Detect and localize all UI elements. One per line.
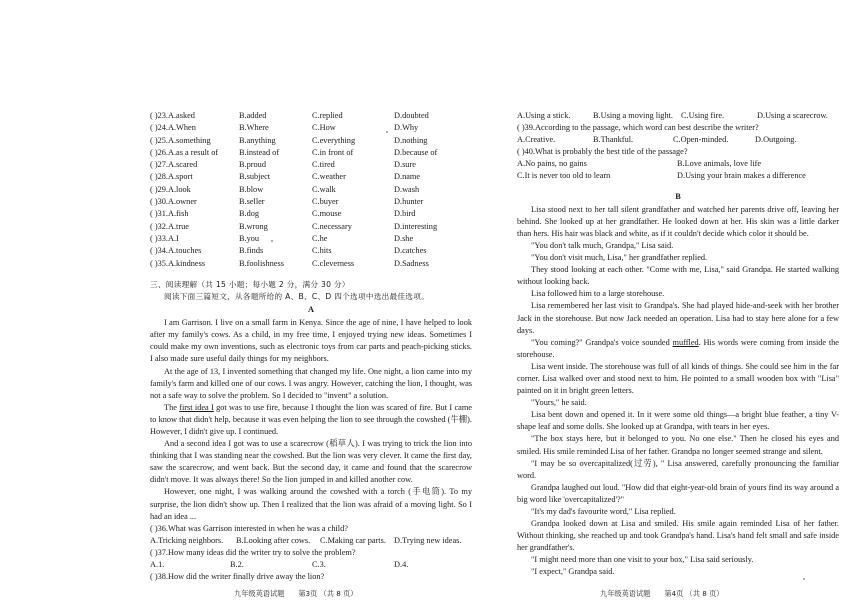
paragraph: "It's my dad's favourite word," Lisa replied. xyxy=(531,507,676,516)
option-row: ( )29.A.look B.blow C.walk D.wash xyxy=(150,184,420,194)
question-40-options-2: C.It is never too old to learn D.Using your brain makes a difference xyxy=(517,171,806,181)
underlined-phrase: first idea I xyxy=(179,402,214,412)
option-row: ( )34.A.touches B.finds C.hits D.catches xyxy=(150,246,427,256)
section-heading: 三、阅读理解（共 15 小题；每小题 2 分，满分 30 分） xyxy=(150,279,350,289)
cloze-options xyxy=(150,110,472,270)
footer-left: 九年级英语试题 第3页 （共 8 页） xyxy=(234,589,358,598)
question-37-options: A.1. B.2. C.3. D.4. xyxy=(150,560,409,570)
scan-speck xyxy=(271,240,273,242)
paragraph: However, one night, I was walking around the cowshed with a torch (手电筒). To my surprise, the lion didn't show up. Then I realized that the lion was afraid of a moving light. So I had an idea ... xyxy=(150,487,472,521)
paragraph: "I expect," Grandpa said. xyxy=(531,567,615,577)
paragraph: Lisa bent down and opened it. In it were some old things—a bright blue feather, a tiny V-shape leaf and some dolls. She looked up at Grandpa, with tears in her eyes. xyxy=(517,410,839,432)
right-column xyxy=(517,110,839,579)
section-instruction: 阅读下面三篇短文，从各题所给的 A、B、C、D 四个选项中选出最佳选项。 xyxy=(164,291,429,301)
paragraph: I am Garrison. I live on a small farm in Kenya. Since the age of nine, I have helped to look after my family's cows. As a child, in my free time, I enjoyed trying new ideas. Sometimes I could make my own inventions, such as electronic toys from car parts and peach-picking sticks. I also made sure useful daily things for my neighbors. xyxy=(150,318,472,364)
option-row: ( )27.A.scared B.proud C.tired D.sure xyxy=(150,160,416,170)
paragraph: "Yours," he said. xyxy=(531,398,587,408)
question-39-options: A.Creative. B.Thankful. C.Open-minded. D.Outgoing. xyxy=(517,135,797,145)
passage-b-label: B xyxy=(675,191,681,201)
option-row: ( )24.A.When B.Where C.How D.Why xyxy=(150,123,419,133)
paragraph: "You don't visit much, Lisa," her grandfather replied. xyxy=(531,253,708,263)
scan-speck xyxy=(386,131,388,133)
question-38: ( )38.How did the writer finally drive away the lion? xyxy=(150,572,325,582)
paragraph: Grandpa laughed out loud. "How did that eight-year-old brain of yours find its way around a big word like 'overcapitalized'?" xyxy=(517,482,839,504)
question-39: ( )39.According to the passage, which word can best describe the writer? xyxy=(517,123,759,133)
footer-right: 九年级英语试题 第4页 （共 8 页） xyxy=(600,589,724,598)
paragraph: "I may be so overcapitalized(过劳), " Lisa answered, carefully pronouncing the familiar word. xyxy=(517,458,839,480)
paragraph: "The box stays here, but it belonged to you. No one else." Then he closed his eyes and smiled. His smile reminded Lisa of her father. Grandpa no longer seemed strange and silent. xyxy=(517,434,839,456)
paragraph: And a second idea I got was to use a scarecrow (稻草人). I was trying to trick the lion into thinking that I was standing near the cowshed. But the lion was very clever. It came the first day, saw the scarecrow, and went back. But the second day, it came and found that the scarecrow didn't move. It was always there! So the lion jumped in and killed another cow. xyxy=(150,439,472,485)
paragraph: Lisa went inside. The storehouse was full of all kinds of things. She could see him in the far corner. Lisa walked over and stood next to him. He pointed to a small wooden box with "Lisa" painted on it in bright green letters. xyxy=(517,361,839,396)
paragraph: Lisa stood next to her tall silent grandfather and watched her parents drive off, leaving her behind. She looked up at her grandfather. He looked down at her. His skin was a little darker than hers. His hair was black and white, as if it couldn't decide which color it should be. xyxy=(517,204,839,238)
paragraph: Grandpa looked down at Lisa and smiled. His smile again reminded Lisa of her father. Without thinking, she reached up and took Grandpa's hand. Lisa's hand felt small and safe inside her grandfather's. xyxy=(517,519,839,553)
paragraph: They stood looking at each other. "Come with me, Lisa," said Grandpa. He started walking without looking back. xyxy=(517,265,839,287)
paragraph: "You don't talk much, Grandpa," Lisa said. xyxy=(531,240,674,250)
option-row: ( )32.A.true B.wrong C.necessary D.interesting xyxy=(150,221,438,231)
question-37: ( )37.How many ideas did the writer try to solve the problem? xyxy=(150,547,356,557)
option-row: ( )25.A.something B.anything C.everything D.nothing xyxy=(150,135,428,145)
question-40: ( )40.What is probably the best title of the passage? xyxy=(517,147,688,157)
question-36-options: A.Tricking neighbors. B.Looking after cows. C.Making car parts. D.Trying new ideas. xyxy=(150,535,462,545)
passage-a-label: A xyxy=(308,305,314,315)
paragraph: "You coming?" Grandpa's voice sounded muffled. His words were coming from inside the storehouse. xyxy=(517,337,839,359)
option-row: ( )31.A.fish B.dog C.mouse D.bird xyxy=(150,209,416,219)
option-row: ( )26.A.as a result of B.instead of C.in front of D.because of xyxy=(150,147,438,157)
underlined-word: muffled xyxy=(672,337,699,347)
question-40-options: A.No pains, no gains B.Love animals, love life xyxy=(517,159,762,169)
question-36: ( )36.What was Garrison interested in when he was a child? xyxy=(150,523,348,533)
paragraph: Lisa remembered her last visit to Grandpa's. She had played hide-and-seek with her brother Jack in the storehouse. But now Jack needed an operation. Lisa had to stay here alone for a few days. xyxy=(517,301,839,335)
paragraph: At the age of 13, I invented something that changed my life. One night, a lion came into my family's farm and killed one of our cows. I was angry. However, catching the lion, I thought, was not a safe way to solve the problem. So I decided to "invent" a solution. xyxy=(150,366,472,400)
scan-speck xyxy=(803,578,805,580)
option-row: ( )28.A.sport B.subject C.weather D.name xyxy=(150,172,421,182)
option-row: ( )33.A.I B.you C.he D.she xyxy=(150,233,414,243)
left-column xyxy=(150,110,472,583)
question-38-options: A.Using a stick. B.Using a moving light. C.Using fire. D.Using a scarecrow. xyxy=(517,111,828,120)
option-row: ( )23.A.asked B.added C.replied D.doubted xyxy=(150,111,429,120)
paragraph: The first idea I got was to use fire, because I thought the lion was scared of fire. But I came to know that didn't help, because it was even helping the lion to see through the cowshed (牛棚). However, I didn't give up. I continued. xyxy=(150,402,472,436)
option-row: ( )35.A.kindness B.foolishness C.cleverness D.Sadness xyxy=(150,258,429,268)
paragraph: "I might need more than one visit to your box," Lisa said seriously. xyxy=(531,555,754,565)
paragraph: Lisa followed him to a large storehouse. xyxy=(531,289,665,299)
option-row: ( )30.A.owner B.seller C.buyer D.hunter xyxy=(150,197,424,207)
